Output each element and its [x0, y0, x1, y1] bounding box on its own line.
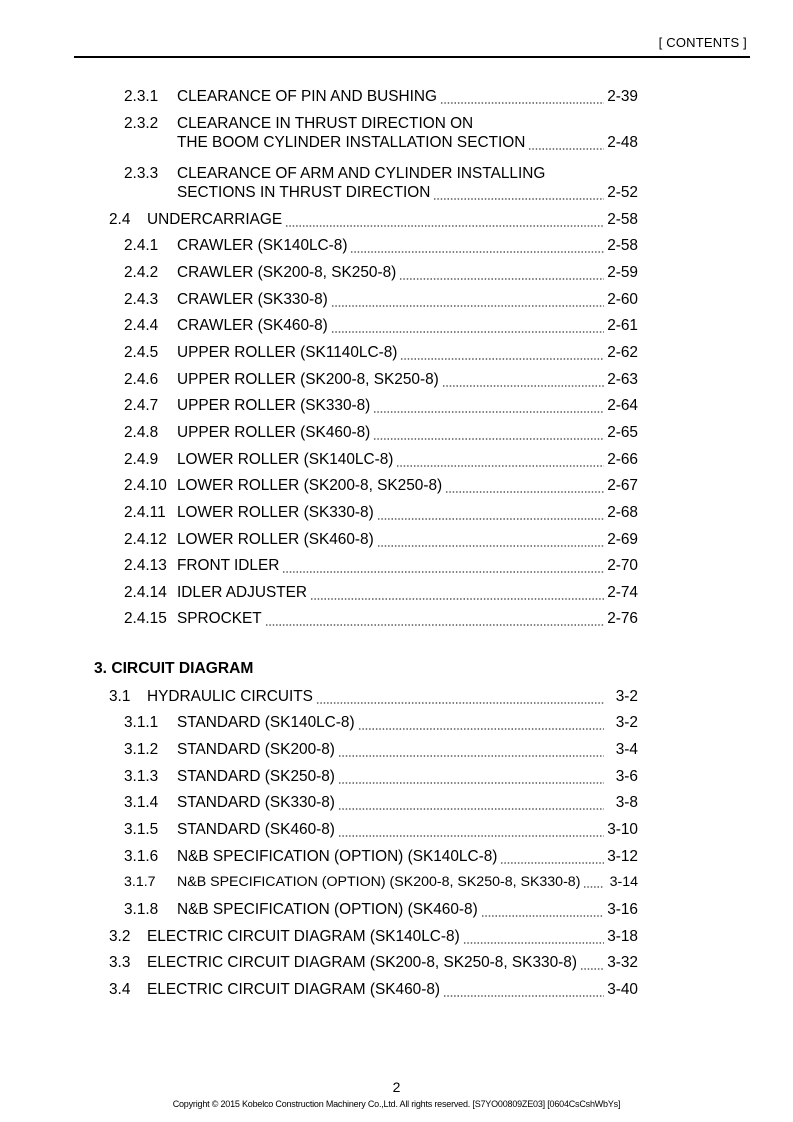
toc-entry[interactable]: [0, 714, 638, 734]
toc-entry-number: 2.4.10: [124, 477, 167, 494]
dot-leader: [440, 102, 604, 104]
toc-entry-label: CRAWLER (SK200-8, SK250-8): [177, 264, 397, 281]
dot-leader: [580, 968, 604, 970]
toc-entry[interactable]: [0, 954, 638, 974]
toc-entry[interactable]: [0, 504, 638, 524]
toc-entry-number: 3.1.8: [124, 901, 159, 918]
dot-leader: [433, 198, 604, 200]
toc-entry-label: CLEARANCE OF PIN AND BUSHING: [177, 88, 437, 105]
toc-entry-number: 3.1.6: [124, 848, 159, 865]
toc-entry-number: 3.1.7: [124, 874, 156, 890]
toc-entry-number: 2.4: [109, 211, 131, 228]
dot-leader: [373, 411, 604, 413]
toc-entry-number: 2.4.8: [124, 424, 159, 441]
toc-entry[interactable]: [0, 424, 638, 444]
toc-entry-number: 3.1: [109, 688, 131, 705]
toc-entry-page: 3-10: [607, 821, 638, 838]
toc-entry[interactable]: [0, 794, 638, 814]
toc-entry-label: STANDARD (SK250-8): [177, 768, 335, 785]
dot-leader: [445, 491, 604, 493]
toc-entry-label: STANDARD (SK460-8): [177, 821, 335, 838]
toc-entry-label: LOWER ROLLER (SK140LC-8): [177, 451, 394, 468]
toc-entry-label: CRAWLER (SK460-8): [177, 317, 328, 334]
toc-entry-page: 2-64: [607, 397, 638, 414]
toc-entry-page: 3-4: [615, 741, 638, 758]
toc-entry-label: UPPER ROLLER (SK460-8): [177, 424, 371, 441]
dot-leader: [338, 835, 604, 837]
toc-entry-label: STANDARD (SK330-8): [177, 794, 335, 811]
toc-entry-page: 2-63: [607, 371, 638, 388]
toc-entry[interactable]: [0, 134, 638, 154]
toc-entry-label: SPROCKET: [177, 610, 262, 627]
dot-leader: [265, 624, 604, 626]
dot-leader: [285, 225, 604, 227]
dot-leader: [500, 862, 604, 864]
toc-entry-number: 3.1.1: [124, 714, 159, 731]
toc-entry[interactable]: [0, 477, 638, 497]
toc-entry[interactable]: [0, 397, 638, 417]
toc-entry-number: 2.4.7: [124, 397, 159, 414]
toc-entry-number: 3.4: [109, 981, 131, 998]
toc-entry[interactable]: [0, 901, 638, 921]
toc-entry-label: LOWER ROLLER (SK200-8, SK250-8): [177, 477, 443, 494]
toc-entry-label: N&B SPECIFICATION (OPTION) (SK200-8, SK250-8, SK330-8): [177, 874, 581, 890]
dot-leader: [481, 915, 604, 917]
toc-entry-page: 2-74: [607, 584, 638, 601]
toc-entry-page: 2-67: [607, 477, 638, 494]
toc-entry-label: ELECTRIC CIRCUIT DIAGRAM (SK140LC-8): [147, 928, 460, 945]
toc-entry-label: UPPER ROLLER (SK200-8, SK250-8): [177, 371, 439, 388]
toc-entry-number: 2.4.14: [124, 584, 167, 601]
toc-entry-number: 2.4.11: [124, 504, 166, 521]
toc-entry-number: 2.3.1: [124, 88, 159, 105]
toc-entry-number: 3.1.4: [124, 794, 159, 811]
page-number: 2: [392, 1079, 401, 1095]
toc-entry-label: LOWER ROLLER (SK330-8): [177, 504, 374, 521]
toc-entry-page: 2-61: [607, 317, 638, 334]
toc-entry[interactable]: [0, 184, 638, 204]
dot-leader: [377, 518, 604, 520]
toc-entry-page: 3-32: [607, 954, 638, 971]
dot-leader: [377, 545, 604, 547]
toc-entry-number: 3.3: [109, 954, 131, 971]
toc-entry-page: 3-8: [615, 794, 638, 811]
dot-leader: [310, 598, 604, 600]
toc-entry[interactable]: [0, 981, 638, 1001]
toc-entry[interactable]: [0, 88, 638, 108]
toc-entry[interactable]: [0, 237, 638, 257]
toc-entry-label: STANDARD (SK140LC-8): [177, 714, 355, 731]
dot-leader: [463, 942, 604, 944]
toc-entry[interactable]: [0, 451, 638, 471]
toc-entry[interactable]: [0, 344, 638, 364]
toc-entry-label: THE BOOM CYLINDER INSTALLATION SECTION: [177, 134, 526, 151]
toc-entry-label: UPPER ROLLER (SK330-8): [177, 397, 371, 414]
toc-entry-page: 3-16: [607, 901, 638, 918]
dot-leader: [399, 278, 604, 280]
toc-entry-number: 2.4.15: [124, 610, 167, 627]
toc-entry-label: N&B SPECIFICATION (OPTION) (SK460-8): [177, 901, 478, 918]
toc-entry-page: 2-62: [607, 344, 638, 361]
toc-entry-page: 2-68: [607, 504, 638, 521]
toc-entry-label: ELECTRIC CIRCUIT DIAGRAM (SK200-8, SK250-8, SK330-8): [147, 954, 577, 971]
toc-entry-number: 2.3.2: [124, 115, 159, 132]
toc-entry-number: 2.4.13: [124, 557, 167, 574]
toc-entry[interactable]: [0, 531, 638, 551]
toc-entry[interactable]: [0, 848, 638, 868]
toc-entry[interactable]: [0, 768, 638, 788]
toc-entry-label: CRAWLER (SK330-8): [177, 291, 328, 308]
toc-entry-page: 2-66: [607, 451, 638, 468]
section-title: 3. CIRCUIT DIAGRAM: [94, 660, 254, 677]
dot-leader: [316, 702, 604, 704]
toc-entry-label: N&B SPECIFICATION (OPTION) (SK140LC-8): [177, 848, 498, 865]
dot-leader: [358, 728, 604, 730]
toc-entry-number: 2.3.3: [124, 165, 159, 182]
toc-entry-number: 2.4.3: [124, 291, 159, 308]
toc-entry[interactable]: [0, 584, 638, 604]
toc-entry-page: 2-59: [607, 264, 638, 281]
toc-entry[interactable]: [0, 371, 638, 391]
toc-entry-label: FRONT IDLER: [177, 557, 280, 574]
toc-entry-page: 2-58: [607, 211, 638, 228]
toc-entry[interactable]: [0, 291, 638, 311]
dot-leader: [331, 305, 604, 307]
toc-entry-number: 2.4.1: [124, 237, 159, 254]
dot-leader: [338, 782, 604, 784]
toc-entry-label-line1: CLEARANCE IN THRUST DIRECTION ON: [177, 115, 474, 132]
toc-entry-label: CRAWLER (SK140LC-8): [177, 237, 348, 254]
toc-entry-page: 3-40: [607, 981, 638, 998]
toc-entry-page: 3-2: [615, 714, 638, 731]
toc-entry-number: 3.2: [109, 928, 131, 945]
dot-leader: [396, 465, 604, 467]
toc-entry[interactable]: [0, 317, 638, 337]
toc-entry-label: IDLER ADJUSTER: [177, 584, 307, 601]
toc-entry-number: 2.4.6: [124, 371, 159, 388]
toc-entry-number: 2.4.12: [124, 531, 167, 548]
toc-entry-page: 2-69: [607, 531, 638, 548]
toc-entry[interactable]: [0, 557, 638, 577]
toc-entry-page: 2-48: [607, 134, 638, 151]
toc-entry-number: 3.1.3: [124, 768, 159, 785]
toc-entry-number: 3.1.5: [124, 821, 159, 838]
toc-entry-number: 2.4.2: [124, 264, 159, 281]
toc-entry-page: 2-39: [607, 88, 638, 105]
toc-entry-page: 2-52: [607, 184, 638, 201]
dot-leader: [583, 886, 604, 888]
toc-entry-number: 2.4.4: [124, 317, 159, 334]
dot-leader: [373, 438, 604, 440]
toc-entry[interactable]: [0, 821, 638, 841]
toc-entry-number: 2.4.9: [124, 451, 159, 468]
toc-entry-page: 2-58: [607, 237, 638, 254]
dot-leader: [528, 148, 604, 150]
toc-entry[interactable]: [0, 264, 638, 284]
dot-leader: [350, 251, 604, 253]
toc-entry-page: 2-70: [607, 557, 638, 574]
dot-leader: [338, 755, 604, 757]
toc-entry-page: 3-6: [615, 768, 638, 785]
copyright-notice: Copyright © 2015 Kobelco Construction Machinery Co.,Ltd. All rights reserved. [S7YO00809ZE03] [0604CsCshWbYs]: [172, 1099, 621, 1109]
dot-leader: [282, 571, 604, 573]
toc-entry[interactable]: [0, 872, 638, 892]
dot-leader: [443, 995, 604, 997]
toc-entry-label: LOWER ROLLER (SK460-8): [177, 531, 374, 548]
toc-entry[interactable]: [0, 688, 638, 708]
toc-entry-label: UPPER ROLLER (SK1140LC-8): [177, 344, 398, 361]
toc-entry[interactable]: [0, 610, 638, 630]
toc-entry-page: 2-65: [607, 424, 638, 441]
dot-leader: [331, 331, 604, 333]
toc-entry-label: UNDERCARRIAGE: [147, 211, 283, 228]
header-contents-tag: [ CONTENTS ]: [658, 35, 747, 50]
dot-leader: [338, 808, 604, 810]
toc-entry-page: 2-76: [607, 610, 638, 627]
toc-entry-label-line1: CLEARANCE OF ARM AND CYLINDER INSTALLING: [177, 165, 546, 182]
toc-entry-number: 3.1.2: [124, 741, 159, 758]
toc-entry-label: HYDRAULIC CIRCUITS: [147, 688, 313, 705]
toc-entry[interactable]: [0, 211, 638, 231]
toc-entry[interactable]: [0, 928, 638, 948]
toc-entry-page: 3-14: [609, 874, 638, 890]
toc-entry-number: 2.4.5: [124, 344, 159, 361]
dot-leader: [400, 358, 604, 360]
dot-leader: [442, 385, 604, 387]
toc-entry-page: 2-60: [607, 291, 638, 308]
toc-entry-page: 3-18: [607, 928, 638, 945]
toc-entry[interactable]: [0, 741, 638, 761]
toc-entry-label: STANDARD (SK200-8): [177, 741, 335, 758]
toc-entry-page: 3-2: [615, 688, 638, 705]
toc-entry-label: ELECTRIC CIRCUIT DIAGRAM (SK460-8): [147, 981, 441, 998]
toc-entry-page: 3-12: [607, 848, 638, 865]
toc-entry-label: SECTIONS IN THRUST DIRECTION: [177, 184, 431, 201]
